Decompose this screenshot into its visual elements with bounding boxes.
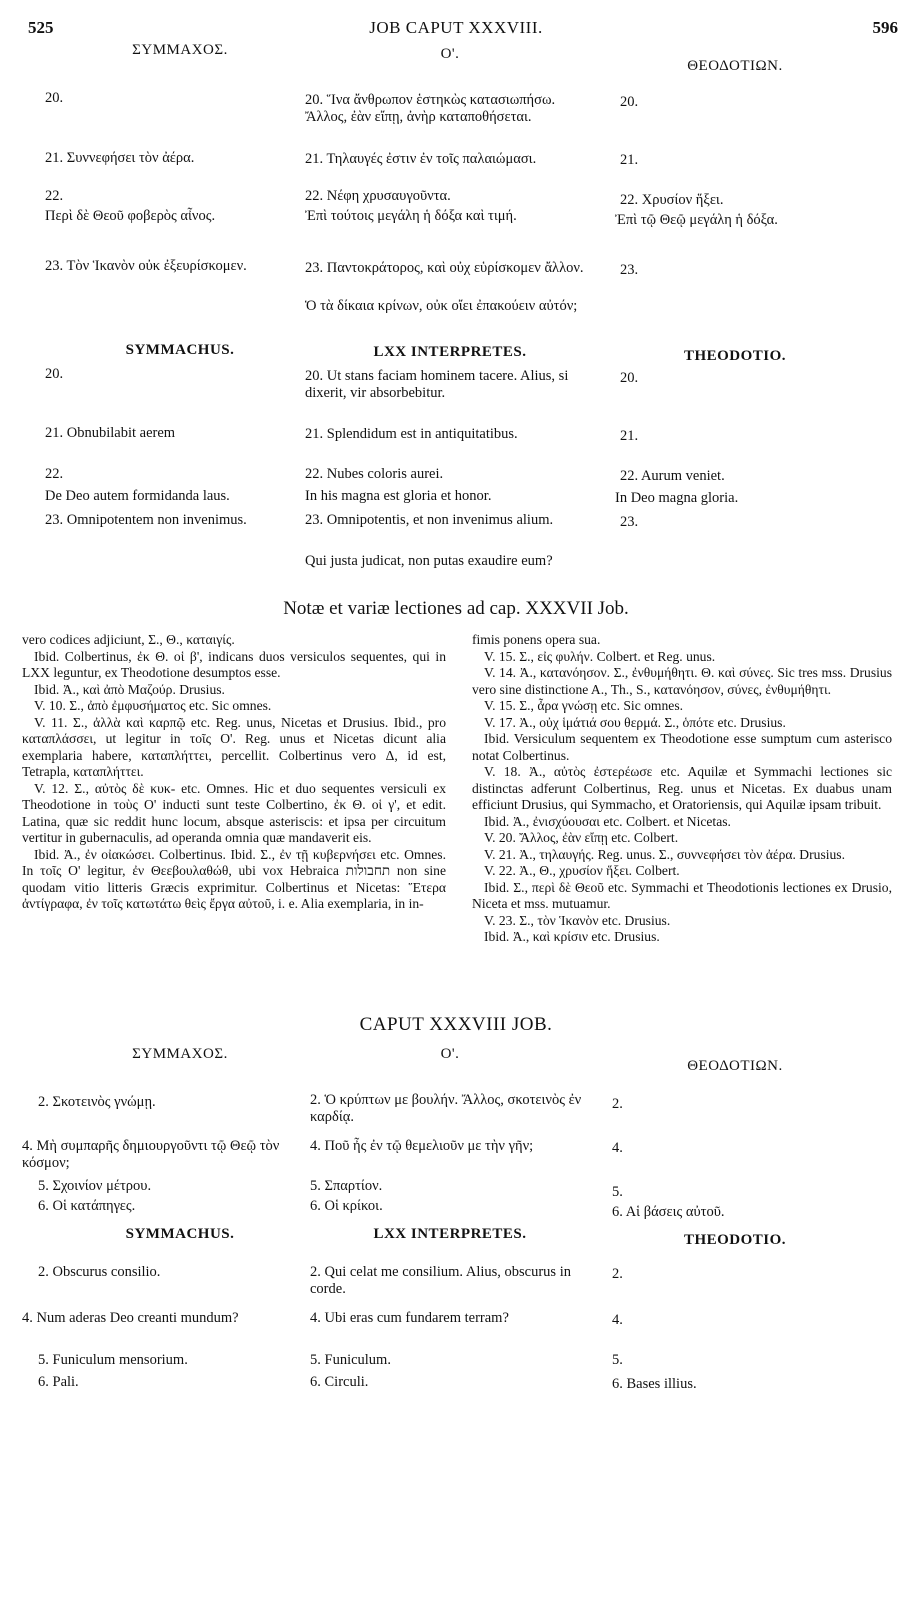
b2-latin-theo-5: 5. [612, 1352, 623, 1368]
b1-greek-lxx-gloria: Ἐπὶ τούτοις μεγάλη ἡ δόξα καὶ τιμή. [305, 208, 517, 224]
b1-latin-sym-20: 20. [45, 366, 64, 382]
b1-greek-sym-22: 22. [45, 188, 64, 204]
note-paragraph: Ibid. Versiculum sequentem ex Theodotione esse sumptum cum asterisco notat Colbertinus. [472, 731, 892, 763]
b2-greek-theo-4: 4. [612, 1140, 623, 1156]
b2-greek-header-symmachus: ΣΥΜΜΑΧΟΣ. [132, 1046, 228, 1062]
running-title: JOB CAPUT XXXVIII. [369, 18, 543, 37]
b2-greek-theo-2: 2. [612, 1096, 623, 1112]
b1-latin-theo-21: 21. [620, 428, 639, 444]
note-paragraph: Ibid. Colbertinus, ἐκ Θ. οἱ β', indicans duos versiculos sequentes, qui in LXX leguntur, ex Theodotione desumptos esse. [22, 648, 446, 680]
note-paragraph: V. 22. Ἀ., Θ., χρυσίον ἥξει. Colbert. [484, 863, 680, 878]
b1-greek-theo-22: 22. Χρυσίον ἥξει. [620, 192, 724, 208]
right-page-number: 596 [872, 18, 898, 37]
b1-latin-theo-20: 20. [620, 370, 639, 386]
b1-latin-lxx-21: 21. Splendidum est in antiquitatibus. [305, 426, 518, 442]
b1-greek-lxx-judex: Ὁ τὰ δίκαια κρίνων, οὐκ οἴει ἐπακούειν αὐτόν; [305, 298, 578, 314]
b2-greek-lxx-5: 5. Σπαρτίον. [310, 1178, 383, 1194]
chapter-title: CAPUT XXXVIII JOB. [359, 1014, 553, 1035]
note-paragraph: Ibid. Ἀ., καὶ κρίσιν etc. Drusius. [484, 929, 660, 944]
b1-greek-theo-23: 23. [620, 262, 639, 278]
b2-latin-lxx-4: 4. Ubi eras cum fundarem terram? [310, 1310, 509, 1326]
b1-latin-theo-gloria: In Deo magna gloria. [615, 490, 739, 506]
note-paragraph: V. 20. Ἄλλος, ἐὰν εἴπῃ etc. Colbert. [484, 830, 679, 845]
b1-greek-sym-20: 20. [45, 90, 64, 106]
b1-greek-theo-20: 20. [620, 94, 639, 110]
b1-greek-sym-laus: Περὶ δὲ Θεοῦ φοβερὸς αἶνος. [45, 208, 216, 224]
b2-greek-sym-5: 5. Σχοινίον μέτρου. [38, 1178, 152, 1194]
b1-latin-lxx-23: 23. Omnipotentis, et non invenimus alium. [305, 512, 554, 528]
b2-latin-sym-2: 2. Obscurus consilio. [38, 1264, 161, 1280]
b2-latin-header-lxx: LXX INTERPRETES. [373, 1226, 527, 1242]
b1-greek-sym-23: 23. Τὸν Ἱκανὸν οὐκ ἐξευρίσκομεν. [45, 258, 247, 274]
latin-header-symmachus: SYMMACHUS. [125, 342, 235, 358]
note-paragraph: V. 15. Σ., ἆρα γνώσῃ etc. Sic omnes. [484, 698, 684, 713]
note-paragraph: V. 23. Σ., τὸν Ἱκανὸν etc. Drusius. [484, 912, 671, 928]
b2-latin-lxx-2: 2. Qui celat me consilium. Alius, obscurus in corde. [310, 1264, 571, 1297]
b2-latin-theo-2: 2. [612, 1266, 623, 1282]
b1-greek-lxx-20: 20. Ἵνα ἄνθρωπον ἑστηκὼς κατασιωπήσω. Ἄλλος, ἐὰν εἴπῃ, ἀνὴρ καταποθήσεται. [305, 92, 556, 125]
b1-latin-lxx-22: 22. Nubes coloris aurei. [305, 466, 444, 482]
b2-latin-theo-6: 6. Bases illius. [612, 1376, 697, 1392]
left-page-number: 525 [28, 18, 54, 37]
b1-greek-theo-21: 21. [620, 152, 639, 168]
b1-greek-theo-gloria: Ἐπὶ τῷ Θεῷ μεγάλη ἡ δόξα. [615, 212, 778, 228]
b1-greek-lxx-23: 23. Παντοκράτορος, καὶ οὐχ εὑρίσκομεν ἄλλον. [305, 260, 584, 276]
b2-greek-sym-2: 2. Σκοτεινὸς γνώμῃ. [38, 1094, 156, 1110]
note-paragraph: V. 10. Σ., ἀπὸ ἐμφυσήματος etc. Sic omnes. [34, 698, 272, 713]
latin-header-theodotio: THEODOTIO. [683, 348, 787, 364]
b1-latin-sym-21: 21. Obnubilabit aerem [45, 425, 176, 441]
b1-latin-lxx-gloria: In his magna est gloria et honor. [305, 488, 492, 504]
b1-greek-sym-21: 21. Συννεφήσει τὸν ἀέρα. [45, 150, 195, 166]
b2-latin-header-symmachus: SYMMACHUS. [125, 1226, 235, 1242]
b2-greek-theo-5: 5. [612, 1184, 623, 1200]
notes-left-column [22, 632, 446, 913]
b1-latin-sym-23: 23. Omnipotentem non invenimus. [45, 512, 247, 528]
b2-greek-header-theodotion: ΘΕΟΔΟΤΙΩΝ. [687, 1058, 783, 1074]
b1-latin-sym-laus: De Deo autem formidanda laus. [45, 488, 230, 504]
greek-header-symmachus: ΣΥΜΜΑΧΟΣ. [132, 42, 228, 58]
note-paragraph: fimis ponens opera sua. [472, 632, 601, 647]
b2-greek-lxx-4: 4. Ποῦ ἦς ἐν τῷ θεμελιοῦν με τὴν γῆν; [310, 1138, 534, 1154]
note-paragraph: Ibid. Ἀ., καὶ ἀπὸ Μαζούρ. Drusius. [34, 681, 225, 697]
b2-latin-lxx-5: 5. Funiculum. [310, 1352, 391, 1368]
b1-latin-lxx-20: 20. Ut stans faciam hominem tacere. Alius, si dixerit, vir absorbebitur. [305, 368, 569, 401]
b1-greek-lxx-21: 21. Τηλαυγές ἐστιν ἐν τοῖς παλαιώμασι. [305, 151, 537, 167]
b1-latin-lxx-judex: Qui justa judicat, non putas exaudire eum? [305, 553, 553, 569]
b2-greek-theo-6: 6. Αἱ βάσεις αὐτοῦ. [612, 1204, 725, 1220]
b1-greek-lxx-22: 22. Νέφη χρυσαυγοῦντα. [305, 188, 451, 204]
note-paragraph: vero codices adjiciunt, Σ., Θ., καταιγίς. [22, 632, 235, 647]
greek-header-lxx: Ο'. [440, 46, 460, 62]
b2-latin-header-theodotio: THEODOTIO. [683, 1232, 787, 1248]
greek-header-theodotion: ΘΕΟΔΟΤΙΩΝ. [687, 58, 783, 74]
note-paragraph: V. 11. Σ., ἀλλὰ καὶ καρπῷ etc. Reg. unus, Nicetas et Drusius. Ibid., pro καταπλάσσει, ut legitur in τοῖς Ο'. Reg. unus et Nicetas dicunt alia exemplaria habere, καταπλήττει, percellit. Colbertinus vero Δ, id est, Tetrapla, καταπλήττει. [22, 714, 446, 779]
b1-latin-theo-22: 22. Aurum veniet. [620, 468, 725, 484]
b2-latin-lxx-6: 6. Circuli. [310, 1374, 369, 1390]
b2-latin-sym-6: 6. Pali. [38, 1374, 79, 1390]
note-paragraph: V. 17. Ἀ., οὐχ ἱμάτιά σου θερμά. Σ., ὁπότε etc. Drusius. [484, 714, 786, 730]
note-paragraph: Ibid. Ἀ., ἐν οἰακώσει. Colbertinus. Ibid. Σ., ἐν τῇ κυβερνήσει etc. Omnes. In τοῖς Ο' legitur, ἐν Θεεβουλαθώθ, ubi vox Hebraica תחבולות non sine quodam vitio litteris Græcis exprimitur. Colbertinus et Nicetas: Ἕτερα ἀντίγραφα, ἐν τοῖς κατωτάτω θεὶς ἔργα αὐτοῦ, i. e. Alia exemplaria, in in- [22, 846, 446, 911]
b2-latin-sym-5: 5. Funiculum mensorium. [38, 1352, 188, 1368]
note-paragraph: V. 18. Ἀ., αὐτὸς ἐστερέωσε etc. Aquilæ et Symmachi lectiones sic distinctas adferunt Colbertinus, Reg. unus et Nicetas. Ex duabus unam efficiunt Drusius, qui Symmacho, et Oratoriensis, qui Aquilæ ipsam tribuit. [472, 764, 892, 812]
b1-latin-theo-23: 23. [620, 514, 639, 530]
b2-greek-header-lxx: Ο'. [440, 1046, 460, 1062]
latin-header-lxx: LXX INTERPRETES. [373, 344, 527, 360]
b2-latin-theo-4: 4. [612, 1312, 623, 1328]
note-paragraph: V. 15. Σ., εἰς φυλήν. Colbert. et Reg. unus. [484, 648, 716, 664]
b2-greek-lxx-2: 2. Ὁ κρύπτων με βουλήν. Ἄλλος, σκοτεινὸς ἐν καρδίᾳ. [310, 1092, 582, 1125]
notes-right-column [472, 632, 892, 946]
note-paragraph: Ibid. Ἀ., ἐνισχύουσαι etc. Colbert. et Nicetas. [484, 813, 731, 829]
b2-latin-sym-4: 4. Num aderas Deo creanti mundum? [22, 1310, 239, 1326]
b2-greek-sym-4: 4. Μὴ συμπαρῆς δημιουργοῦντι τῷ Θεῷ τὸν κόσμον; [22, 1138, 280, 1171]
note-paragraph: V. 21. Ἀ., τηλαυγής. Reg. unus. Σ., συννεφήσει τὸν ἀέρα. Drusius. [484, 846, 845, 862]
b1-latin-sym-22: 22. [45, 466, 64, 482]
notes-title: Notæ et variæ lectiones ad cap. XXXVII Job. [283, 598, 629, 619]
note-paragraph: Ibid. Σ., περὶ δὲ Θεοῦ etc. Symmachi et Theodotionis lectiones ex Drusio, Niceta et mss. mutuamur. [472, 879, 892, 911]
note-paragraph: V. 12. Σ., αὐτὸς δὲ κυκ- etc. Omnes. Hic et duo sequentes versiculi ex Theodotione in τοὺς Ο' inducti sunt teste Colbertino, ἐκ Θ. οἱ γ', et edit. Latina, quæ sic reddit hunc locum, absque asteriscis: et ipsa per circuitum vertitur in gubernaculis, ad operanda omnia quæ mandaverit eis. [22, 780, 446, 845]
b2-greek-lxx-6: 6. Οἱ κρίκοι. [310, 1198, 383, 1214]
b2-greek-sym-6: 6. Οἱ κατάπηγες. [38, 1198, 136, 1214]
note-paragraph: V. 14. Ἀ., κατανόησον. Σ., ἐνθυμήθητι. Θ. καὶ σύνες. Sic tres mss. Drusius vero sine distinctione A., Th., S., κατανόησον, σύνες, ἐνθυμήθητι. [472, 665, 892, 697]
